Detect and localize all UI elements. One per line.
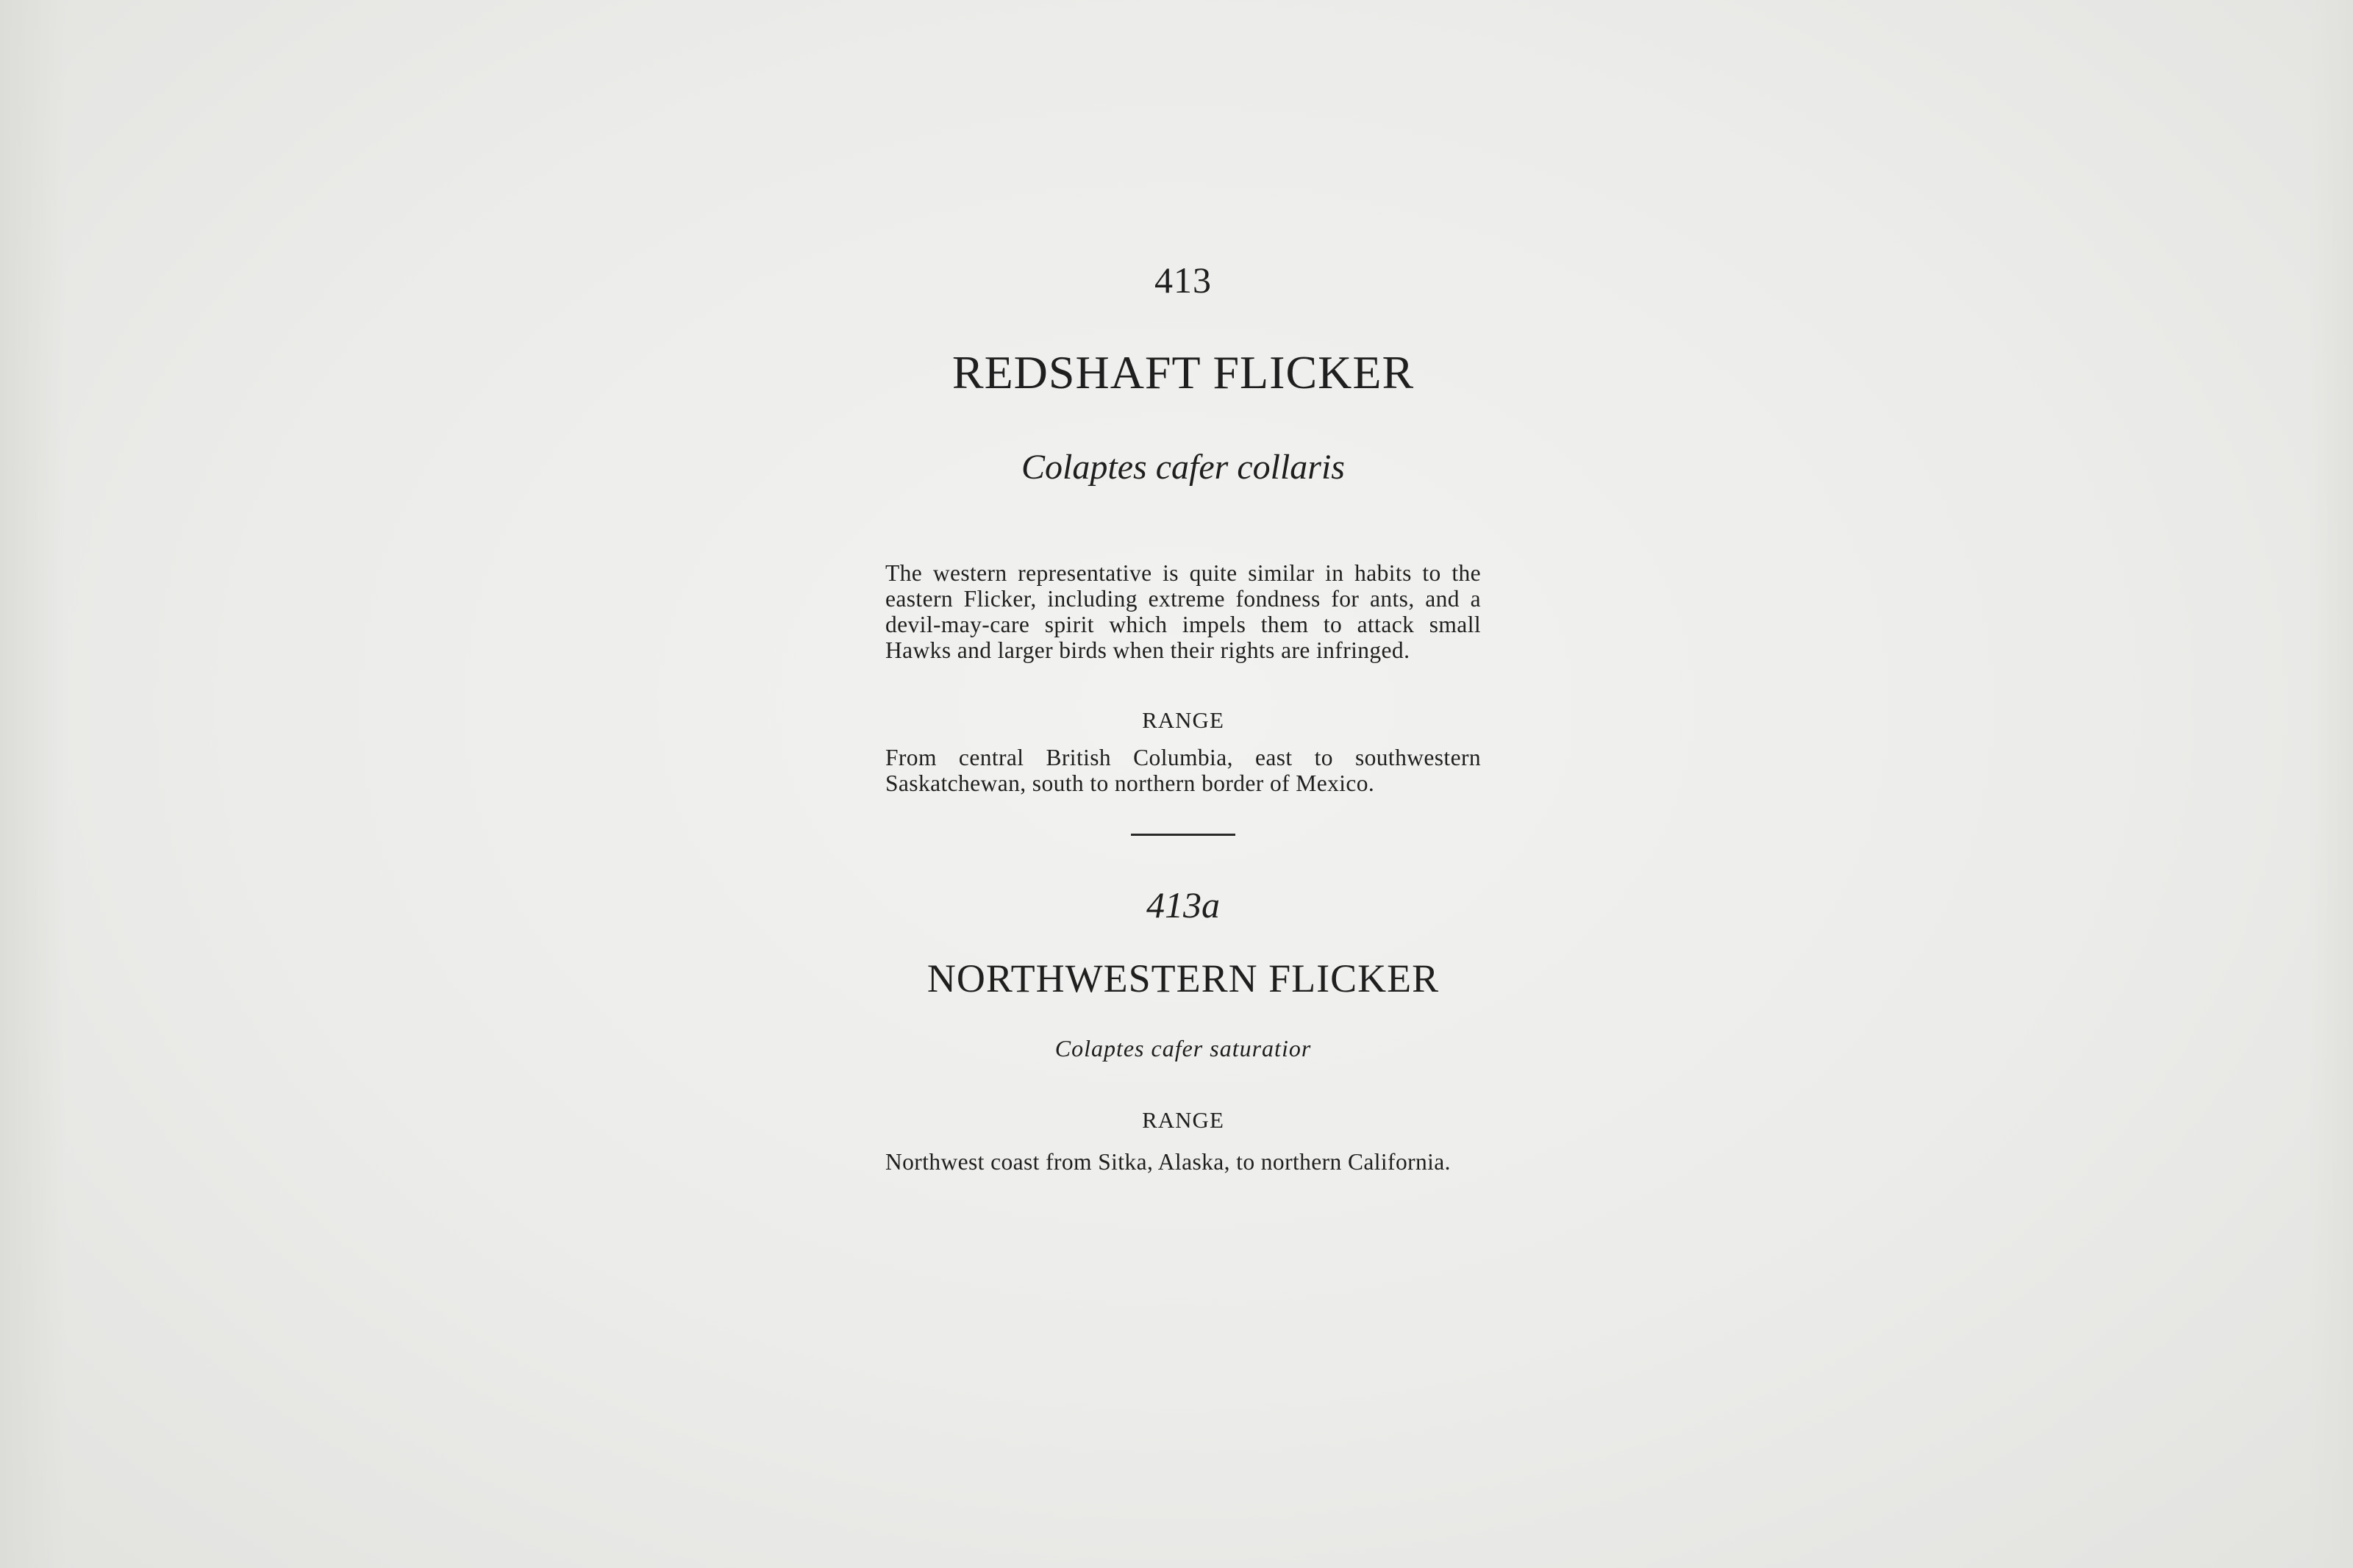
description-paragraph: The western representative is quite similar in habits to the eastern Flicker, including extreme fondness for ants, and a devil-may-care spirit which impels them to attack small Hawks and larger birds when their rights are infringed. (885, 560, 1481, 663)
scientific-name-2: Colaptes cafer saturatior (1054, 1035, 1312, 1062)
section-divider (1131, 834, 1235, 836)
page-edge-shadow-left (0, 0, 66, 1568)
entry-number: 413 (1154, 259, 1212, 301)
range-heading: RANGE (1142, 707, 1224, 733)
scientific-name: Colaptes cafer collaris (1021, 448, 1345, 487)
entry-number-2: 413a (1146, 884, 1220, 926)
range-paragraph-2: Northwest coast from Sitka, Alaska, to northern California. (885, 1149, 1451, 1175)
entry-title: REDSHAFT FLICKER (951, 346, 1415, 398)
range-heading-2: RANGE (1142, 1107, 1224, 1133)
range-paragraph: From central British Columbia, east to southwestern Saskatchewan, south to northern border of Mexico. (885, 745, 1481, 796)
page-edge-shadow-right (2309, 0, 2353, 1568)
entry-title-2: NORTHWESTERN FLICKER (926, 956, 1440, 1000)
